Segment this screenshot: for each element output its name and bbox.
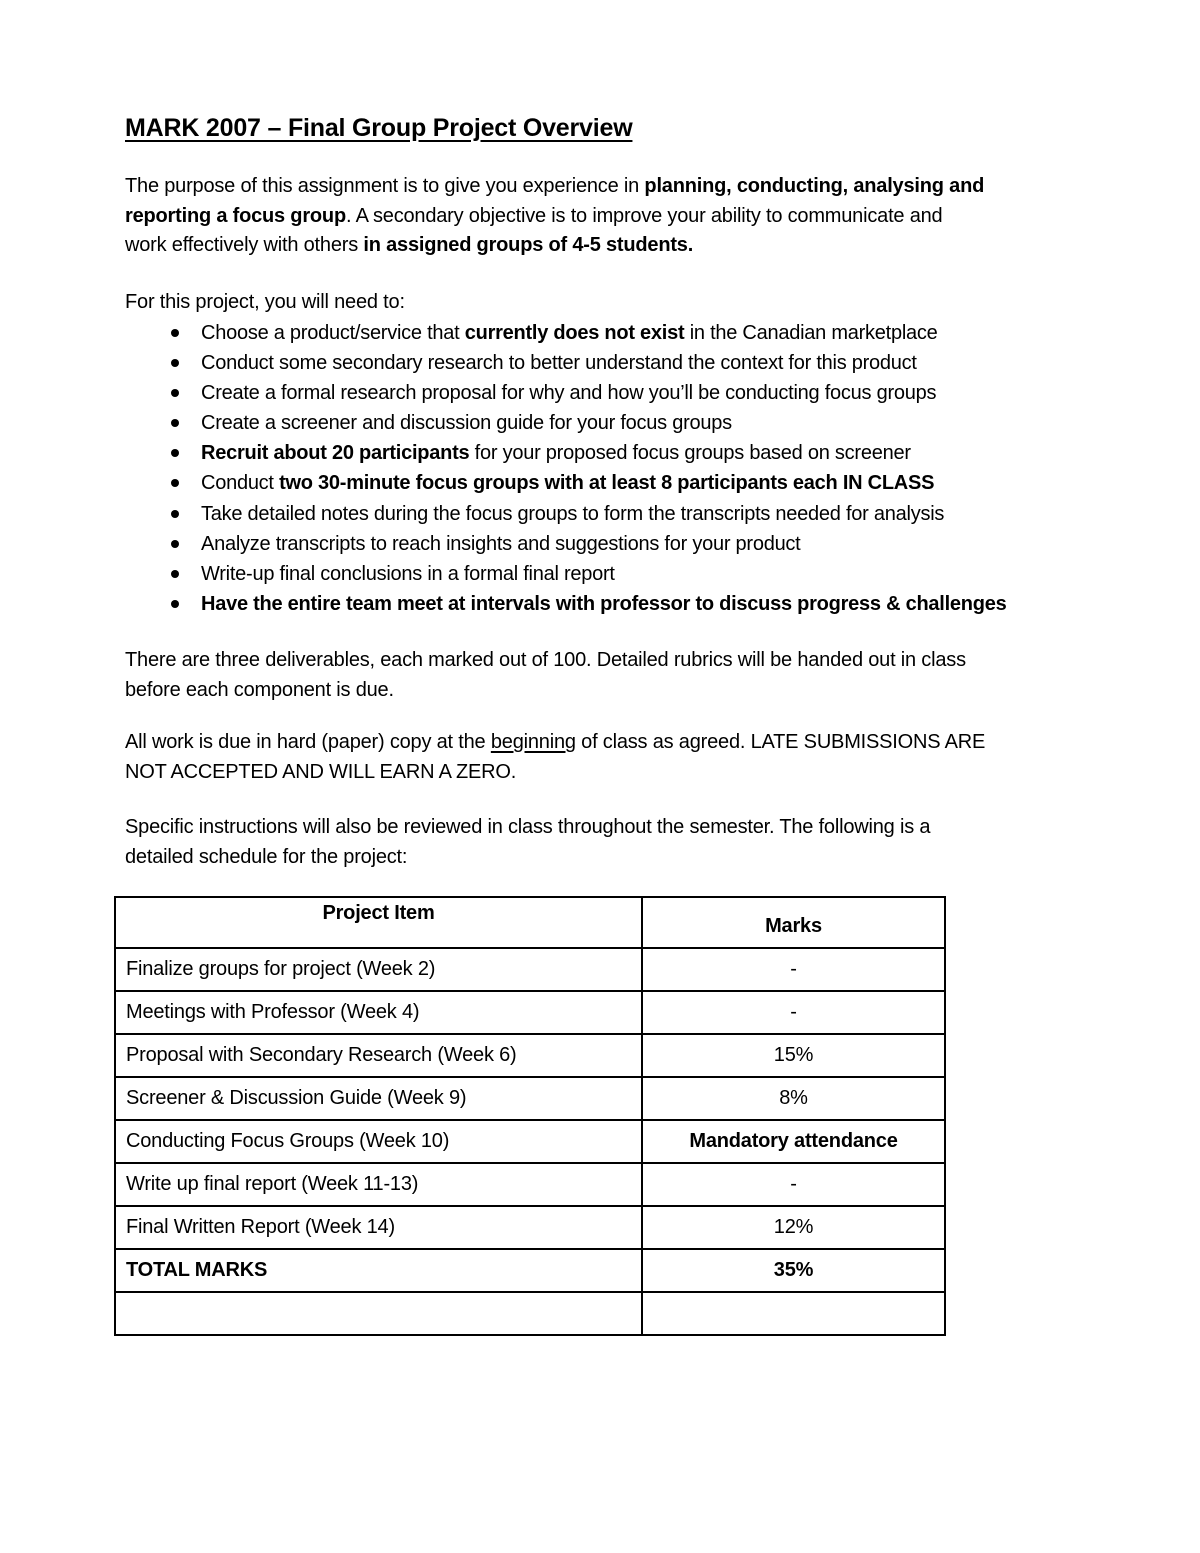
table-row-total bbox=[115, 1249, 945, 1292]
project-item-cell: Meetings with Professor (Week 4) bbox=[115, 991, 642, 1034]
schedule-intro-line: detailed schedule for the project: bbox=[125, 845, 408, 868]
total-marks-cell: 35% bbox=[642, 1249, 945, 1292]
intro-bold-text: in assigned groups of 4-5 students. bbox=[363, 234, 694, 256]
project-item-cell: Write up final report (Week 11-13) bbox=[115, 1163, 642, 1206]
task-list-item: Create a formal research proposal for why and how you’ll be conducting focus groups bbox=[125, 378, 1085, 408]
table-row bbox=[115, 1120, 945, 1163]
bullet-icon bbox=[171, 359, 179, 367]
task-list-item: Write-up final conclusions in a formal final report bbox=[125, 559, 1085, 589]
intro-text: . A secondary objective is to improve your ability to communicate and bbox=[345, 204, 943, 227]
marks-cell: - bbox=[642, 991, 945, 1034]
bullet-icon bbox=[171, 510, 179, 518]
schedule-intro-paragraph bbox=[125, 813, 1075, 872]
deliverables-line: before each component is due. bbox=[125, 678, 394, 701]
table-row bbox=[115, 948, 945, 991]
submission-line-1: All work is due in hard (paper) copy at the beginning of class as agreed. LATE SUBMISSIONS ARE bbox=[125, 731, 986, 753]
underlined-word: beginning bbox=[490, 731, 576, 753]
project-item-cell: Proposal with Secondary Research (Week 6) bbox=[115, 1034, 642, 1077]
bullet-icon bbox=[171, 570, 179, 578]
bullet-icon bbox=[171, 540, 179, 548]
schedule-table bbox=[114, 896, 946, 1336]
task-list bbox=[125, 318, 1085, 619]
intro-bold-text: planning, conducting, analysing and bbox=[644, 175, 985, 197]
bullet-icon bbox=[171, 419, 179, 427]
task-list-item: Analyze transcripts to reach insights and suggestions for your product bbox=[125, 529, 1085, 559]
intro-paragraph bbox=[125, 172, 1075, 261]
marks-cell: 8% bbox=[642, 1077, 945, 1120]
task-list-item: Take detailed notes during the focus groups to form the transcripts needed for analysis bbox=[125, 499, 1085, 529]
marks-cell: 15% bbox=[642, 1034, 945, 1077]
table-row bbox=[115, 991, 945, 1034]
table-row bbox=[115, 1034, 945, 1077]
total-label-cell: TOTAL MARKS bbox=[115, 1249, 642, 1292]
bullet-icon bbox=[171, 389, 179, 397]
submission-paragraph bbox=[125, 728, 1075, 787]
task-list-item: Conduct two 30-minute focus groups with at least 8 participants each IN CLASS bbox=[125, 468, 1085, 498]
bullet-icon bbox=[171, 329, 179, 337]
project-item-cell: Final Written Report (Week 14) bbox=[115, 1206, 642, 1249]
task-list-item: Choose a product/service that currently does not exist in the Canadian marketplace bbox=[125, 318, 1085, 348]
submission-line-2: NOT ACCEPTED AND WILL EARN A ZERO. bbox=[125, 760, 517, 783]
intro-line-3 bbox=[125, 231, 1075, 261]
column-header-marks: Marks bbox=[642, 897, 945, 948]
marks-cell: Mandatory attendance bbox=[642, 1120, 945, 1163]
task-list-item: Recruit about 20 participants for your proposed focus groups based on screener bbox=[125, 438, 1085, 468]
deliverables-line: There are three deliverables, each marked out of 100. Detailed rubrics will be handed out in class bbox=[125, 649, 966, 671]
task-list-item: Have the entire team meet at intervals with professor to discuss progress & challenges bbox=[125, 589, 1085, 619]
intro-bold-text: reporting a focus group bbox=[125, 204, 346, 227]
marks-cell: - bbox=[642, 948, 945, 991]
project-item-cell: Conducting Focus Groups (Week 10) bbox=[115, 1120, 642, 1163]
table-header-row bbox=[115, 897, 945, 948]
project-item-cell: Finalize groups for project (Week 2) bbox=[115, 948, 642, 991]
table-row bbox=[115, 1163, 945, 1206]
schedule-intro-line: Specific instructions will also be reviewed in class throughout the semester. The following is a bbox=[125, 816, 931, 838]
task-list-item: Conduct some secondary research to better understand the context for this product bbox=[125, 348, 1085, 378]
task-list-item: Create a screener and discussion guide for your focus groups bbox=[125, 408, 1085, 438]
marks-cell: - bbox=[642, 1163, 945, 1206]
column-header-project-item: Project Item bbox=[115, 897, 642, 948]
bullet-icon bbox=[171, 600, 179, 608]
marks-cell: 12% bbox=[642, 1206, 945, 1249]
intro-line-1 bbox=[125, 172, 1075, 202]
intro-line-2 bbox=[125, 202, 1075, 232]
intro-text: The purpose of this assignment is to give you experience in bbox=[125, 175, 645, 197]
intro-text: work effectively with others bbox=[125, 234, 364, 256]
table-row-empty bbox=[115, 1292, 945, 1335]
task-list-lead: For this project, you will need to: bbox=[125, 291, 405, 313]
page-title: MARK 2007 – Final Group Project Overview bbox=[125, 114, 633, 142]
marks-cell bbox=[642, 1292, 945, 1335]
table-row bbox=[115, 1206, 945, 1249]
project-item-cell bbox=[115, 1292, 642, 1335]
project-item-cell: Screener & Discussion Guide (Week 9) bbox=[115, 1077, 642, 1120]
bullet-icon bbox=[171, 479, 179, 487]
deliverables-paragraph bbox=[125, 646, 1075, 705]
table-row bbox=[115, 1077, 945, 1120]
bullet-icon bbox=[171, 449, 179, 457]
